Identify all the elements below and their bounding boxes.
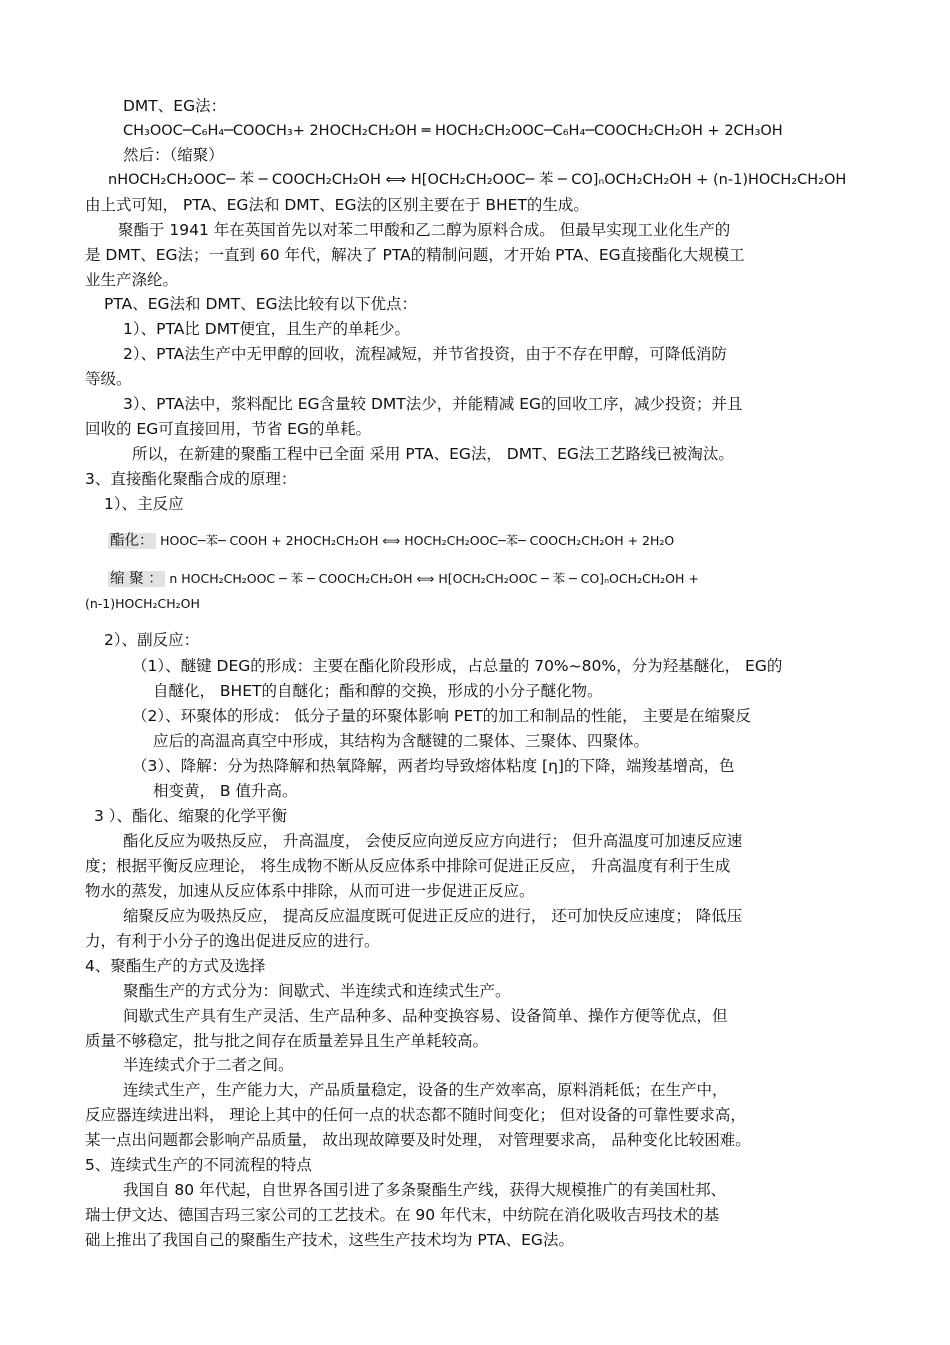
text-line: 反应器连续进出料， 理论上其中的任何一点的状态都不随时间变化； 但对设备的可靠性要求高， [85,1106,746,1124]
equation-text: n HOCH₂CH₂OOC ─ 苯 ─ COOCH₂CH₂OH ⟺ H[OCH₂CH₂OOC ─ 苯 ─ CO]ₙOCH₂CH₂OH + [169,571,699,586]
text-line: 3）、PTA法中，浆料配比 EG含量较 DMT法少，并能精减 EG的回收工序，减少投资；并且 [123,395,743,413]
equation-line [108,567,699,591]
equation-label: 缩 聚 ： [110,571,163,587]
text-line: 缩聚反应为吸热反应， 提高反应温度既可促进正反应的进行， 还可加快反应速度； 降低压 [123,907,743,925]
text-line: 物水的蒸发，加速从反应体系中排除，从而可进一步促进正反应。 [85,882,535,900]
equation-line: (n-1)HOCH₂CH₂OH [85,596,200,611]
text-line: 瑞士伊文达、德国吉玛三家公司的工艺技术。在 90 年代末，中纺院在消化吸收吉玛技术的基 [85,1206,720,1224]
text-line: 某一点出问题都会影响产品质量， 故出现故障要及时处理， 对管理要求高， 品种变化比较困难。 [85,1131,751,1149]
text-line: （3）、降解：分为热降解和热氧降解，两者均导致熔体粘度 [η]的下降，端羧基增高，色 [132,757,735,775]
equation-line: nHOCH₂CH₂OOC─ 苯 ─ COOCH₂CH₂OH ⟺ H[OCH₂CH₂OOC─ 苯 ─ CO]ₙOCH₂CH₂OH + (n-1)HOCH₂CH₂OH [108,172,847,188]
section-heading: 3、直接酯化聚酯合成的原理： [85,470,297,488]
text-line: 聚酯生产的方式分为：间歇式、半连续式和连续式生产。 [123,982,511,1000]
text-line: 业生产涤纶。 [85,271,179,289]
text-line: 是 DMT、EG法；一直到 60 年代，解决了 PTA的精制问题，才开始 PTA、EG直接酯化大规模工 [85,246,745,264]
equation-text: HOOC─苯─ COOH + 2HOCH₂CH₂OH ⟺ HOCH₂CH₂OOC─苯─ COOCH₂CH₂OH + 2H₂O [160,533,675,548]
text-line: 自醚化， BHET的自醚化；酯和醇的交换，形成的小分子醚化物。 [153,682,603,700]
text-line: 然后：（缩聚） [123,146,224,164]
text-line: 质量不够稳定，批与批之间存在质量差异且生产单耗较高。 [85,1032,489,1050]
text-line: 度；根据平衡反应理论， 将生成物不断从反应体系中排除可促进正反应， 升高温度有利于生成 [85,857,731,875]
text-line: 1）、PTA比 DMT便宜，且生产的单耗少。 [123,320,411,338]
subsection-heading: 1）、主反应 [104,495,184,513]
text-line: 应后的高温高真空中形成，其结构为含醚键的二聚体、三聚体、四聚体。 [153,732,650,750]
text-line: （1）、醚键 DEG的形成：主要在酯化阶段形成，占总量的 70%~80%，分为羟基醚化， EG的 [132,657,783,675]
text-line: PTA、EG法和 DMT、EG法比较有以下优点： [104,295,418,313]
text-line: 回收的 EG可直接回用，节省 EG的单耗。 [85,420,371,438]
text-line: 聚酯于 1941 年在英国首先以对苯二甲酸和乙二醇为原料合成。 但最早实现工业化生产的 [118,221,731,239]
text-line: DMT、EG法： [123,97,227,115]
text-line: 半连续式介于二者之间。 [123,1056,294,1074]
subsection-heading: 2）、副反应： [104,631,200,649]
section-heading: 5、连续式生产的不同流程的特点 [85,1156,312,1174]
text-line: 我国自 80 年代起，自世界各国引进了多条聚酯生产线，获得大规模推广的有美国杜邦、 [123,1181,727,1199]
text-line: 酯化反应为吸热反应， 升高温度， 会使反应向逆反应方向进行； 但升高温度可加速反应速 [123,832,743,850]
text-line: 间歇式生产具有生产灵活、生产品种多、品种变换容易、设备简单、操作方便等优点，但 [123,1007,728,1025]
subsection-heading: 3 ）、酯化、缩聚的化学平衡 [94,807,288,825]
section-heading: 4、聚酯生产的方式及选择 [85,957,266,975]
equation-line [108,529,674,553]
text-line: 础上推出了我国自己的聚酯生产技术，这些生产技术均为 PTA、EG法。 [85,1231,574,1249]
text-line: 由上式可知， PTA、EG法和 DMT、EG法的区别主要在于 BHET的生成。 [85,196,589,214]
text-line: 连续式生产，生产能力大，产品质量稳定，设备的生产效率高，原料消耗低；在生产中， [123,1081,728,1099]
text-line: 等级。 [85,370,132,388]
equation-label: 酯化： [110,533,154,549]
equation-line: CH₃OOC─C₆H₄─COOCH₃+ 2HOCH₂CH₂OH ═ HOCH₂CH₂OOC─C₆H₄─COOCH₂CH₂OH + 2CH₃OH [123,123,783,139]
text-line: 力，有利于小分子的逸出促进反应的进行。 [85,932,380,950]
text-line: （2）、环聚体的形成： 低分子量的环聚体影响 PET的加工和制品的性能， 主要是在缩聚反 [132,707,752,725]
text-line: 所以，在新建的聚酯工程中已全面 采用 PTA、EG法， DMT、EG法工艺路线已被淘汰。 [132,445,734,463]
text-line: 相变黄， B 值升高。 [153,782,298,800]
text-line: 2）、PTA法生产中无甲醇的回收，流程减短，并节省投资，由于不存在甲醇，可降低消防 [123,345,727,363]
